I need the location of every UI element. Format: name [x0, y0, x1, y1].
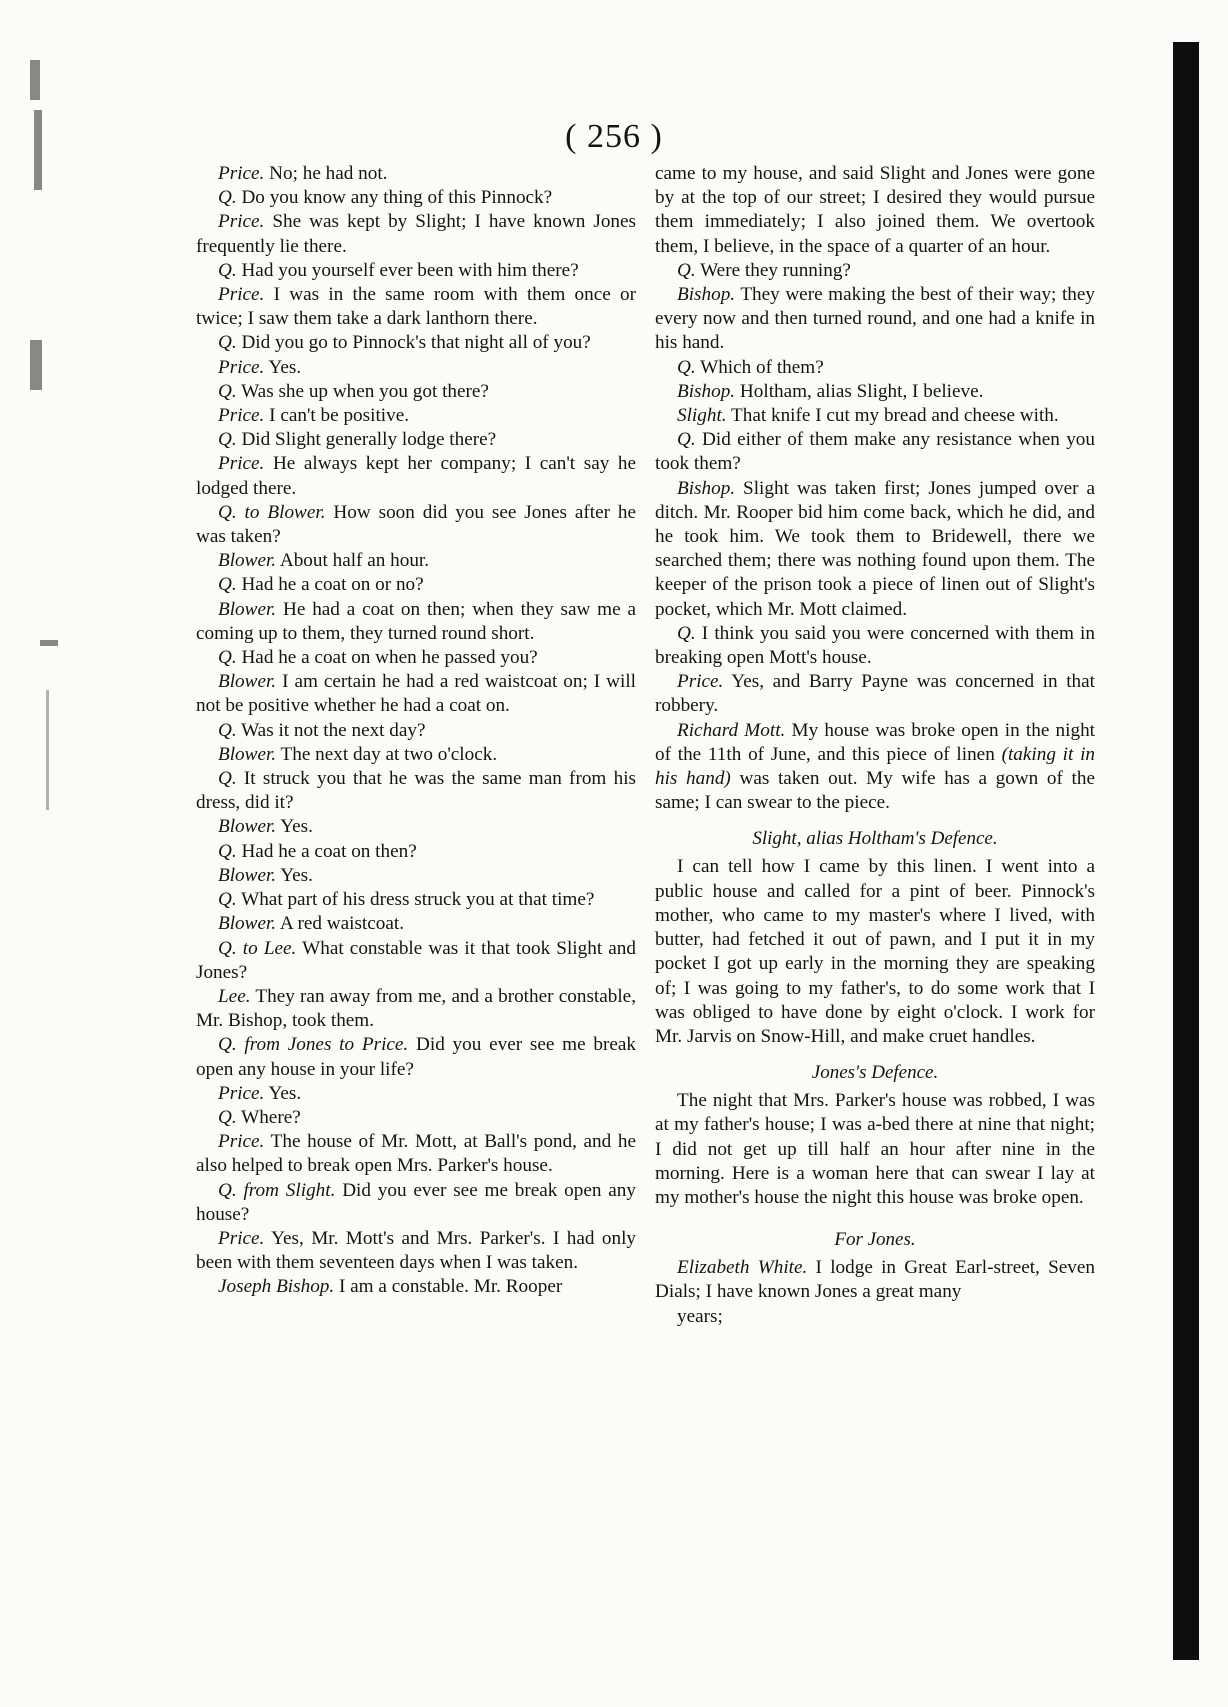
testimony-text: Yes.: [276, 816, 313, 838]
speaker-name: Price.: [218, 1082, 265, 1104]
testimony-text: Yes, Mr. Mott's and Mrs. Parker's. I had only been with them seventeen days when I was taken.: [196, 1227, 636, 1274]
testimony-paragraph: [196, 985, 636, 1033]
speaker-name: Elizabeth White.: [677, 1257, 808, 1279]
speaker-name: Blower.: [218, 864, 277, 886]
speaker-name: Bishop.: [677, 477, 736, 499]
speaker-name: Blower.: [218, 913, 277, 935]
scan-edge-bar: [1173, 42, 1199, 1660]
testimony-text: The house of Mr. Mott, at Ball's pond, and he also helped to break open Mrs. Parker's house.: [196, 1131, 636, 1177]
testimony-text: Where?: [236, 1106, 301, 1128]
speaker-name: Bishop.: [677, 380, 736, 402]
testimony-paragraph: [196, 743, 636, 767]
testimony-text: Had you yourself ever been with him there?: [236, 259, 579, 281]
testimony-paragraph: [196, 1033, 636, 1081]
speaker-name: Q.: [218, 647, 237, 669]
stage-direction: (taking it in his hand): [655, 743, 1096, 790]
scan-margin-mark: [46, 690, 49, 810]
speaker-name: Q.: [677, 429, 696, 451]
testimony-paragraph: [196, 1179, 636, 1227]
testimony-text: Was she up when you got there?: [236, 380, 489, 402]
testimony-paragraph: [196, 864, 636, 888]
page-number: ( 256 ): [565, 118, 663, 155]
testimony-paragraph: [196, 1227, 636, 1275]
testimony-text: He always kept her company; I can't say he lodged there.: [196, 453, 636, 499]
testimony-text: I can't be positive.: [264, 405, 410, 427]
speaker-name: Q.: [677, 356, 696, 378]
testimony-text: I am certain he had a red waistcoat on; I will not be positive whether he had a coat on.: [196, 671, 636, 717]
testimony-paragraph: [196, 549, 636, 573]
testimony-text: What part of his dress struck you at that time?: [236, 889, 595, 911]
defence-paragraph: The night that Mrs. Parker's house was robbed, I was at my father's house; I was a-bed there at nine that night; I did not get up till half an hour after nine in the morning. Here is a woman here that can swear I lay at my mother's house the night this house was broke open.: [655, 1090, 1095, 1208]
section-heading: Slight, alias Holtham's Defence.: [752, 828, 998, 850]
scan-margin-mark: [30, 60, 40, 100]
testimony-paragraph: [655, 259, 1095, 283]
testimony-paragraph: [196, 1130, 636, 1178]
testimony-paragraph: [196, 840, 636, 864]
testimony-paragraph: [655, 380, 1095, 404]
testimony-paragraph: [196, 210, 636, 258]
testimony-paragraph: [196, 815, 636, 839]
testimony-paragraph: [196, 404, 636, 428]
testimony-text: Yes, and Barry Payne was concerned in that robbery.: [655, 671, 1095, 717]
speaker-name: Price.: [218, 1131, 265, 1153]
speaker-name: Q.: [218, 380, 237, 402]
speaker-name: Q.: [218, 719, 237, 741]
testimony-paragraph: [196, 1106, 636, 1130]
speaker-name: Price.: [218, 163, 265, 184]
testimony-text: Did Slight generally lodge there?: [236, 429, 497, 451]
testimony-text: Did you go to Pinnock's that night all of you?: [236, 332, 591, 354]
testimony-text: I was in the same room with them once or twice; I saw them take a dark lanthorn there.: [196, 284, 636, 330]
testimony-text: No; he had not.: [264, 163, 388, 184]
testimony-paragraph: [196, 1275, 636, 1299]
testimony-paragraph: [655, 356, 1095, 380]
continued-paragraph: came to my house, and said Slight and Jones were gone by at the top of our street; I desired they would pursue them immediately; I also joined them. We overtook them, I believe, in the space of a quarter of an hour.: [655, 163, 1095, 257]
speaker-name: Blower.: [218, 550, 277, 572]
testimony-text: Do you know any thing of this Pinnock?: [236, 187, 553, 209]
testimony-paragraph: [196, 767, 636, 815]
speaker-name: Slight.: [677, 405, 727, 427]
speaker-name: Price.: [677, 671, 724, 693]
speaker-name: Q.: [218, 1106, 237, 1128]
testimony-paragraph: [196, 452, 636, 500]
speaker-name: Q.: [677, 622, 696, 644]
testimony-text: He had a coat on then; when they saw me a coming up to them, they turned round short.: [196, 598, 636, 644]
testimony-paragraph: [196, 937, 636, 985]
testimony-paragraph: [196, 162, 636, 186]
testimony-paragraph: [196, 888, 636, 912]
speaker-name: Q. to Lee.: [218, 937, 297, 959]
testimony-paragraph: [655, 719, 1095, 816]
speaker-name: Blower.: [218, 671, 277, 693]
testimony-paragraph: [655, 622, 1095, 670]
speaker-name: Blower.: [218, 743, 277, 765]
testimony-text: Were they running?: [695, 259, 851, 281]
testimony-text: They were making the best of their way; they every now and then turned round, and one had a knife in his hand.: [655, 284, 1095, 354]
testimony-paragraph: [196, 573, 636, 597]
testimony-paragraph: [655, 404, 1095, 428]
defence-paragraph: I can tell how I came by this linen. I went into a public house and called for a pint of beer. Pinnock's mother, who came to my master's where I lived, with butter, had fetched it out of pawn, and I put it in my pocket I got up early in the morning they are speaking of; I was going to my father's, to do some work that I was obliged to have done by eight o'clock. I work for Mr. Jarvis on Snow-Hill, and make cruet handles.: [655, 856, 1095, 1047]
testimony-paragraph: [196, 501, 636, 549]
speaker-name: Q.: [218, 840, 237, 862]
testimony-text: I lodge in Great Earl-street, Seven Dials; I have known Jones a great many: [655, 1257, 1096, 1303]
testimony-text: She was kept by Slight; I have known Jones frequently lie there.: [196, 211, 636, 257]
testimony-paragraph: [196, 428, 636, 452]
speaker-name: Q.: [218, 332, 237, 354]
speaker-name: Blower.: [218, 816, 277, 838]
speaker-name: Bishop.: [677, 284, 736, 306]
left-column: [196, 162, 636, 1300]
testimony-text: A red waistcoat.: [276, 913, 404, 935]
testimony-text: Had he a coat on then?: [236, 840, 417, 862]
catchword: years;: [677, 1305, 723, 1327]
testimony-paragraph: [196, 259, 636, 283]
speaker-name: Q.: [218, 259, 237, 281]
testimony-paragraph: [196, 331, 636, 355]
testimony-paragraph: [196, 356, 636, 380]
speaker-name: Price.: [218, 284, 265, 306]
testimony-text: Had he a coat on or no?: [236, 574, 424, 596]
testimony-text: Did you ever see me break open any house?: [196, 1179, 636, 1225]
testimony-text: was taken out. My wife has a gown of the same; I can swear to the piece.: [655, 768, 1095, 814]
speaker-name: Q.: [218, 429, 237, 451]
testimony-paragraph: [196, 1082, 636, 1106]
testimony-paragraph: [655, 428, 1095, 476]
speaker-name: Q. from Jones to Price.: [218, 1034, 409, 1056]
testimony-paragraph: [196, 719, 636, 743]
speaker-name: Price.: [218, 453, 265, 475]
testimony-paragraph: [196, 598, 636, 646]
testimony-text: Had he a coat on when he passed you?: [236, 647, 538, 669]
testimony-text: How soon did you see Jones after he was taken?: [196, 501, 636, 548]
speaker-name: Price.: [218, 405, 265, 427]
testimony-paragraph: [655, 670, 1095, 718]
testimony-block: [655, 259, 1095, 719]
speaker-name: Q.: [218, 574, 237, 596]
testimony-text: Slight was taken first; Jones jumped over a ditch. Mr. Rooper bid him come back, which he did, and he took him. We took them to Bridewell, there we searched them; there was nothing found upon them. The keeper of the prison took a piece of linen out of Slight's pocket, which Mr. Mott claimed.: [655, 477, 1095, 620]
right-column: [655, 162, 1095, 1329]
speaker-name: Price.: [218, 356, 265, 378]
speaker-name: Lee.: [218, 985, 251, 1007]
speaker-name: Q. to Blower.: [218, 501, 326, 523]
speaker-name: Q.: [218, 889, 237, 911]
testimony-text: Holtham, alias Slight, I believe.: [735, 380, 984, 402]
testimony-text: That knife I cut my bread and cheese with.: [726, 405, 1059, 427]
testimony-text: What constable was it that took Slight and Jones?: [196, 937, 636, 983]
speaker-name: Q. from Slight.: [218, 1179, 336, 1201]
testimony-text: I am a constable. Mr. Rooper: [334, 1276, 563, 1298]
speaker-name: Q.: [218, 768, 237, 790]
testimony-paragraph: [196, 912, 636, 936]
testimony-paragraph: [196, 380, 636, 404]
testimony-paragraph: [655, 283, 1095, 356]
testimony-paragraph: [655, 477, 1095, 622]
testimony-paragraph: [655, 1256, 1095, 1304]
testimony-text: Which of them?: [695, 356, 824, 378]
testimony-text: About half an hour.: [276, 550, 430, 572]
testimony-text: I think you said you were concerned with them in breaking open Mott's house.: [655, 622, 1095, 669]
testimony-text: The next day at two o'clock.: [276, 743, 498, 765]
testimony-text: Was it not the next day?: [236, 719, 426, 741]
testimony-paragraph: [196, 646, 636, 670]
testimony-paragraph: [196, 670, 636, 718]
speaker-name: Price.: [218, 211, 265, 233]
testimony-text: My house was broke open in the night of the 11th of June, and this piece of linen: [655, 719, 1095, 765]
testimony-paragraph: [196, 186, 636, 210]
testimony-text: Did you ever see me break open any house in your life?: [196, 1034, 636, 1080]
section-heading: Jones's Defence.: [811, 1062, 939, 1084]
testimony-text: Yes.: [264, 356, 302, 378]
speaker-name: Blower.: [218, 598, 277, 620]
speaker-name: Joseph Bishop.: [218, 1276, 335, 1298]
testimony-text: Did either of them make any resistance when you took them?: [655, 429, 1095, 475]
speaker-name: Richard Mott.: [677, 719, 786, 741]
testimony-text: They ran away from me, and a brother constable, Mr. Bishop, took them.: [196, 985, 636, 1032]
testimony-text: Yes.: [276, 864, 313, 886]
scan-margin-mark: [30, 340, 42, 390]
testimony-text: Yes.: [264, 1082, 302, 1104]
speaker-name: Q.: [677, 259, 696, 281]
section-heading: For Jones.: [834, 1229, 916, 1251]
speaker-name: Price.: [218, 1227, 265, 1249]
scan-margin-mark: [40, 640, 58, 646]
testimony-paragraph: [196, 283, 636, 331]
speaker-name: Q.: [218, 187, 237, 209]
testimony-text: It struck you that he was the same man from his dress, did it?: [196, 768, 636, 814]
